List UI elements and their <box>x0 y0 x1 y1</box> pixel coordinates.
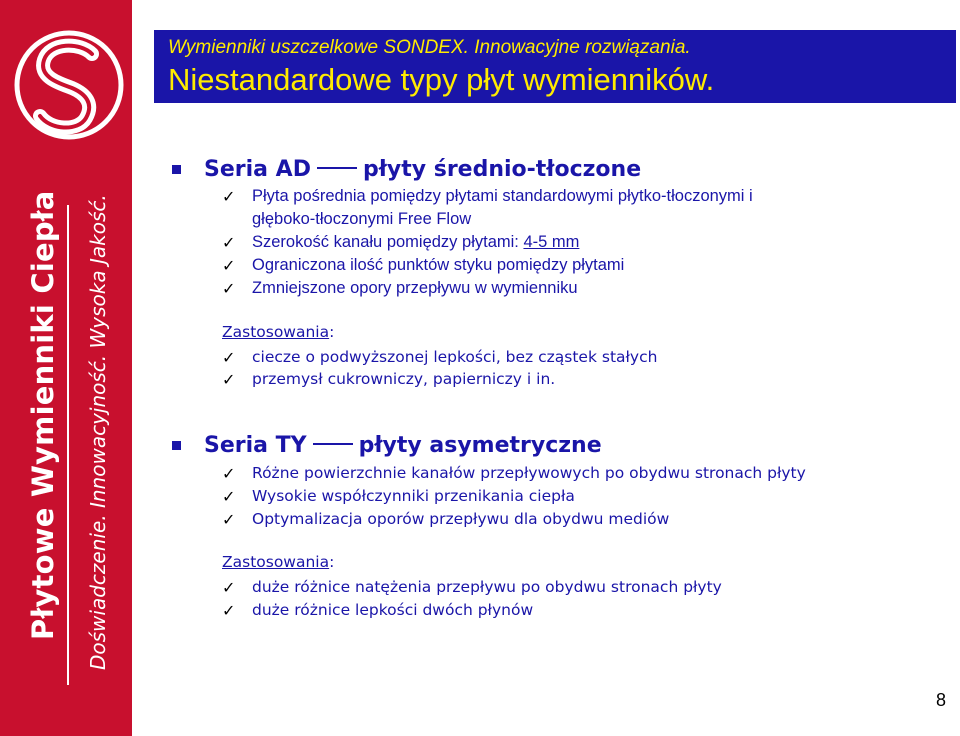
em-dash <box>317 167 357 169</box>
checkmark-icon: ✓ <box>222 370 236 389</box>
checkmark-icon: ✓ <box>222 578 236 597</box>
sidebar-tagline: Płytowe Wymienniki Ciepła <box>26 190 60 640</box>
checkmark-icon: ✓ <box>222 510 236 529</box>
checkmark-icon: ✓ <box>222 256 236 275</box>
checkmark-icon: ✓ <box>222 279 236 298</box>
banner-subtitle: Wymienniki uszczelkowe SONDEX. Innowacyjne rozwiązania. <box>168 37 691 58</box>
page-number: 8 <box>936 690 947 710</box>
checkmark-icon: ✓ <box>222 601 236 620</box>
applications-label: Zastosowania: <box>222 553 335 571</box>
channel-width-value: 4-5 mm <box>523 233 580 251</box>
section-ty-name: Seria TY <box>204 433 307 458</box>
checkmark-icon: ✓ <box>222 348 236 367</box>
bullet-square-icon <box>172 441 181 450</box>
bullet-square-icon <box>172 165 181 174</box>
checkmark-icon: ✓ <box>222 487 236 506</box>
sidebar-slogan: Doświadczenie. Innowacyjność. Wysoka Jakość. <box>86 194 110 670</box>
checkmark-icon: ✓ <box>222 233 236 252</box>
checkmark-icon: ✓ <box>222 187 236 206</box>
checkmark-icon: ✓ <box>222 464 236 483</box>
slide-title: Niestandardowe typy płyt wymienników. <box>168 62 715 97</box>
applications-label: Zastosowania: <box>222 323 335 341</box>
em-dash <box>313 443 353 445</box>
slide-content: Seria AD płyty średnio-tłoczone ✓ Płyta pośrednia pomiędzy płytami standardowymi płytko-tłoczonymi i głęboko-tłoczonymi Free Flow ✓ Szerokość kanału pomiędzy płytami: 4-5 mm ✓ Ograniczona ilość punktów styku pomiędzy płytami ✓ Zmniejszone opory przepływu w wymienniku Zastosowania: ✓ ciecze o podwyższonej lepkości, bez cząstek stałych ✓ przemysł cukrowniczy, papierniczy i in. Seria TY płyty asymetryczne ✓ Różne powierzchnie kanałów przepływowych po obydwu stronach płyty ✓ Wysokie współczynniki przenikania ciepła ✓ Optymalizacja oporów przepływu dla obydwu mediów Zastosowania: ✓ duże różnice natężenia przepływu po obydwu stronach płyty ✓ duże różnice lepkości dwóch płynów 8 <box>0 0 960 736</box>
section-ad-desc: płyty średnio-tłoczone <box>362 157 642 182</box>
section-ty-desc: płyty asymetryczne <box>358 433 602 458</box>
section-ad-name: Seria AD <box>204 157 311 182</box>
